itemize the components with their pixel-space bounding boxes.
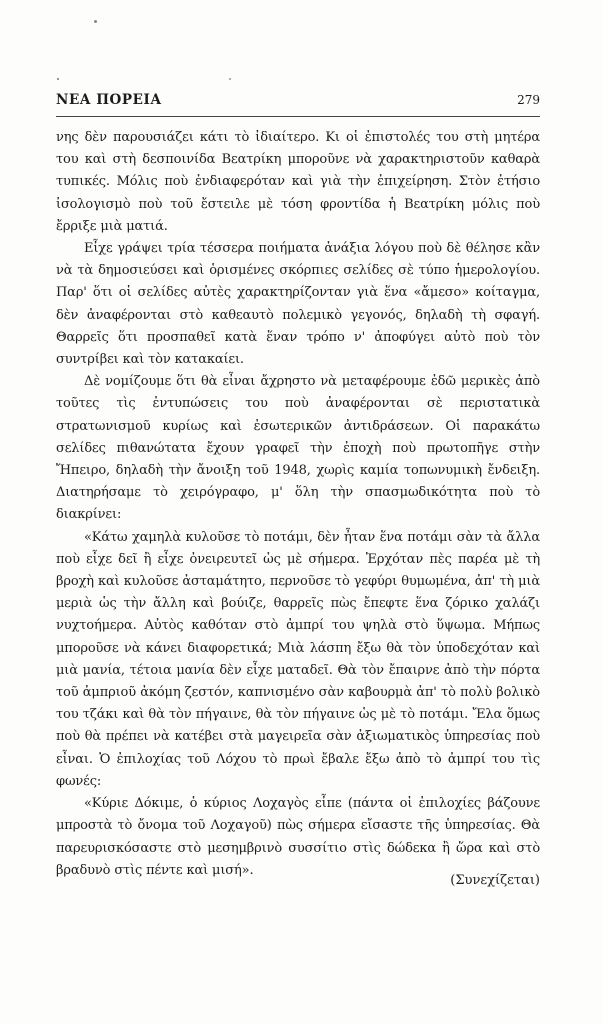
paragraph: Δὲ νομίζουμε ὅτι θὰ εἶναι ἄχρηστο νὰ μεταφέρουμε ἐδῶ μερικὲς ἀπὸ τοῦτες τὶς ἐντυπώσεις του ποὺ ἀναφέρονται σὲ περιστατικὰ στρατωνισμοῦ κυρίως καὶ ἐσωτερικῶν ἀντιδράσεων. Οἱ παρακάτω σελίδες πιθανώτατα ἔχουν γραφεῖ τὴν ἐποχὴ ποὺ πρωτοπῆγε στὴν Ἤπειρο, δηλαδὴ τὴν ἄνοιξη τοῦ 1948, χωρὶς καμία τοπωνυμικὴ ἔνδειξη. Διατηρήσαμε τὸ χειρόγραφο, μ' ὅλη τὴν σπασμωδικότητα ποὺ τὸ διακρίνει: [56,374,540,523]
scan-speck [94,20,97,23]
paragraph: Εἶχε γράψει τρία τέσσερα ποιήματα ἀνάξια λόγου ποὺ δὲ θέλησε κἂν νὰ τὰ δημοσιεύσει καὶ ὁρισμένες σκόρπιες σελίδες σὲ τύπο ἡμερολογίου. Παρ' ὅτι οἱ σελίδες αὐτὲς χαρακτηρίζονταν γιὰ ἕνα «ἄμεσο» κοίταγμα, δὲν ἀναφέρονται στὸ καθεαυτὸ πολεμικὸ γεγονός, δηλαδὴ τὴ σφαγή. Θαρρεῖς ὅτι προσπαθεῖ κατὰ ἕναν τρόπο ν' ἀποφύγει αὐτὸ ποὺ τὸν συντρίβει καὶ τὸν κατακαίει. [56,241,540,368]
page-header [56,92,540,112]
quoted-paragraph: «Κύριε Δόκιμε, ὁ κύριος Λοχαγὸς εἶπε (πάντα οἱ ἐπιλοχίες βάζουνε μπροστὰ τὸ ὄνομα τοῦ Λοχαγοῦ) πὼς σήμερα εἴσαστε τῆς ὑπηρεσίας. Θὰ παρευρισκόσαστε στὸ μεσημβρινὸ συσσίτιο στὶς δώδεκα ἢ ὥρα καὶ στὸ βραδυνὸ στὶς πέντε καὶ μισή». [56,796,540,878]
continued-note: (Συνεχίζεται) [450,873,540,888]
running-title: ΝΕΑ ΠΟΡΕΙΑ [56,92,162,108]
quoted-paragraph: «Κάτω χαμηλὰ κυλοῦσε τὸ ποτάμι, δὲν ἦταν ἕνα ποτάμι σὰν τὰ ἄλλα ποὺ εἶχε δεῖ ἢ εἶχε ὀνειρευτεῖ ὡς μὲ σήμερα. Ἐρχόταν πὲς παρέα μὲ τὴ βροχὴ καὶ κυλοῦσε ἀσταμάτητο, περνοῦσε τὸ γεφύρι θυμωμένα, ἀπ' τὴ μιὰ μεριὰ ὡς τὴν ἄλλη καὶ βούιζε, θαρρεῖς πὼς ἔπεφτε ἕνα ζόρικο χαλάζι νυχτοήμερα. Αὐτὸς καθόταν στὸ ἀμπρί του ψηλὰ στὸ ὕψωμα. Μήπως μποροῦσε νὰ κάνει διαφορετικά; Μιὰ λάσπη ἔξω θὰ τὸν ὑποδεχόταν καὶ μιὰ μανία, τέτοια μανία δὲν εἶχε ματαδεῖ. Θὰ τὸν ἔπαιρνε ἀπὸ τὴν πόρτα τοῦ ἀμπριοῦ ἀκόμη ζεστόν, καπνισμένο σὰν καβουρμὰ ἀπ' τὸ πολὺ βολικὸ του τζάκι καὶ θὰ τὸν πήγαινε, θὰ τὸν πήγαινε ὡς μὲ τὸ ποτάμι. Ἔλα ὅμως ποὺ θὰ πρέπει νὰ κατέβει στὰ μαγειρεῖα σὰν ἀξιωματικὸς ὑπηρεσίας ποὺ εἶναι. Ὁ ἐπιλοχίας τοῦ Λόχου τὸ πρωὶ ἔβαλε ἔξω ἀπὸ τὸ ἀμπρί του τὶς φωνές: [56,529,540,789]
scan-speck [57,78,59,80]
scan-speck [229,78,231,80]
header-rule [56,116,540,117]
paragraph: νης δὲν παρουσιάζει κάτι τὸ ἰδιαίτερο. Κι οἱ ἐπιστολές του στὴ μητέρα του καὶ στὴ δεσποινίδα Βεατρίκη μποροῦνε νὰ χαρακτηριστοῦν καθαρὰ τυπικές. Μόλις ποὺ ἐνδιαφερόταν καὶ γιὰ τὴν ἐπιχείρηση. Στὸν ἐτήσιο ἰσολογισμὸ ποὺ τοῦ ἔστειλε μὲ τόση φροντίδα ἡ Βεατρίκη μόλις ποὺ ἔρριξε μιὰ ματιά. [56,130,540,234]
page-number: 279 [517,93,540,107]
body-text [56,127,540,882]
